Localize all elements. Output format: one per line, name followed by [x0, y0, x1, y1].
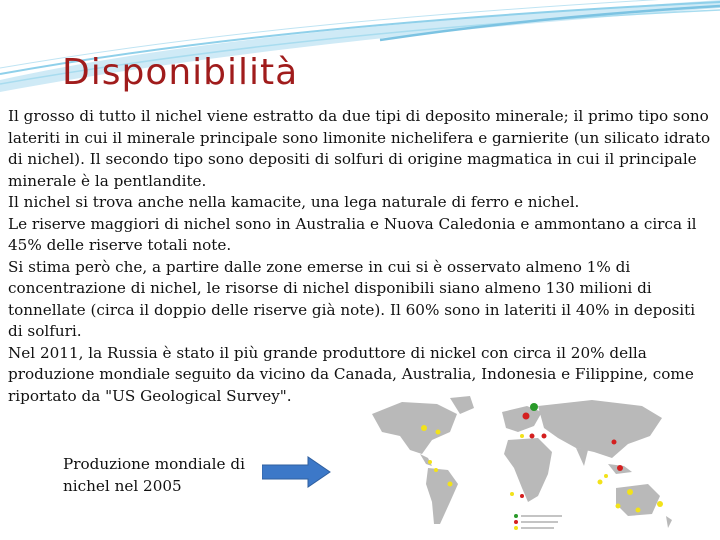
slide-title: Disponibilità: [62, 52, 299, 93]
right-arrow-icon: [262, 456, 332, 488]
world-map-image: [362, 392, 678, 537]
paragraph-reserves: Le riserve maggiori di nichel sono in Australia e Nuova Caledonia e ammontano a circa il 45% delle riserve totali note.: [8, 214, 697, 254]
paragraph-production: Nel 2011, la Russia è stato il più grande produttore di nickel con circa il 20% della produzione mondiale seguito da vicino da Canada, Australia, Indonesia e Filippine, come riportato da "US Geological Survey".: [8, 343, 694, 405]
paragraph-deposits: Il grosso di tutto il nichel viene estratto da due tipi di deposito minerale; il primo tipo sono lateriti in cui il minerale principale sono limonite nichelifera e garnierite (un silicato idrato di nichel). Il secondo tipo sono depositi di solfuri di origine magmatica in cui il principale minerale è la pentlandite.: [8, 107, 711, 190]
paragraph-resources: Si stima però che, a partire dalle zone emerse in cui si è osservato almeno 1% di concentrazione di nichel, le risorse di nichel disponibili siano almeno 130 milioni di tonnellate (circa il doppio delle riserve già note). Il 60% sono in lateriti il 40% in depositi di solfuri.: [8, 257, 696, 340]
map-legend: [512, 510, 572, 534]
slide-body: [8, 106, 714, 407]
map-caption: Produzione mondiale di nichel nel 2005: [63, 455, 245, 495]
paragraph-kamacite: Il nichel si trova anche nella kamacite, una lega naturale di ferro e nichel.: [8, 193, 580, 211]
